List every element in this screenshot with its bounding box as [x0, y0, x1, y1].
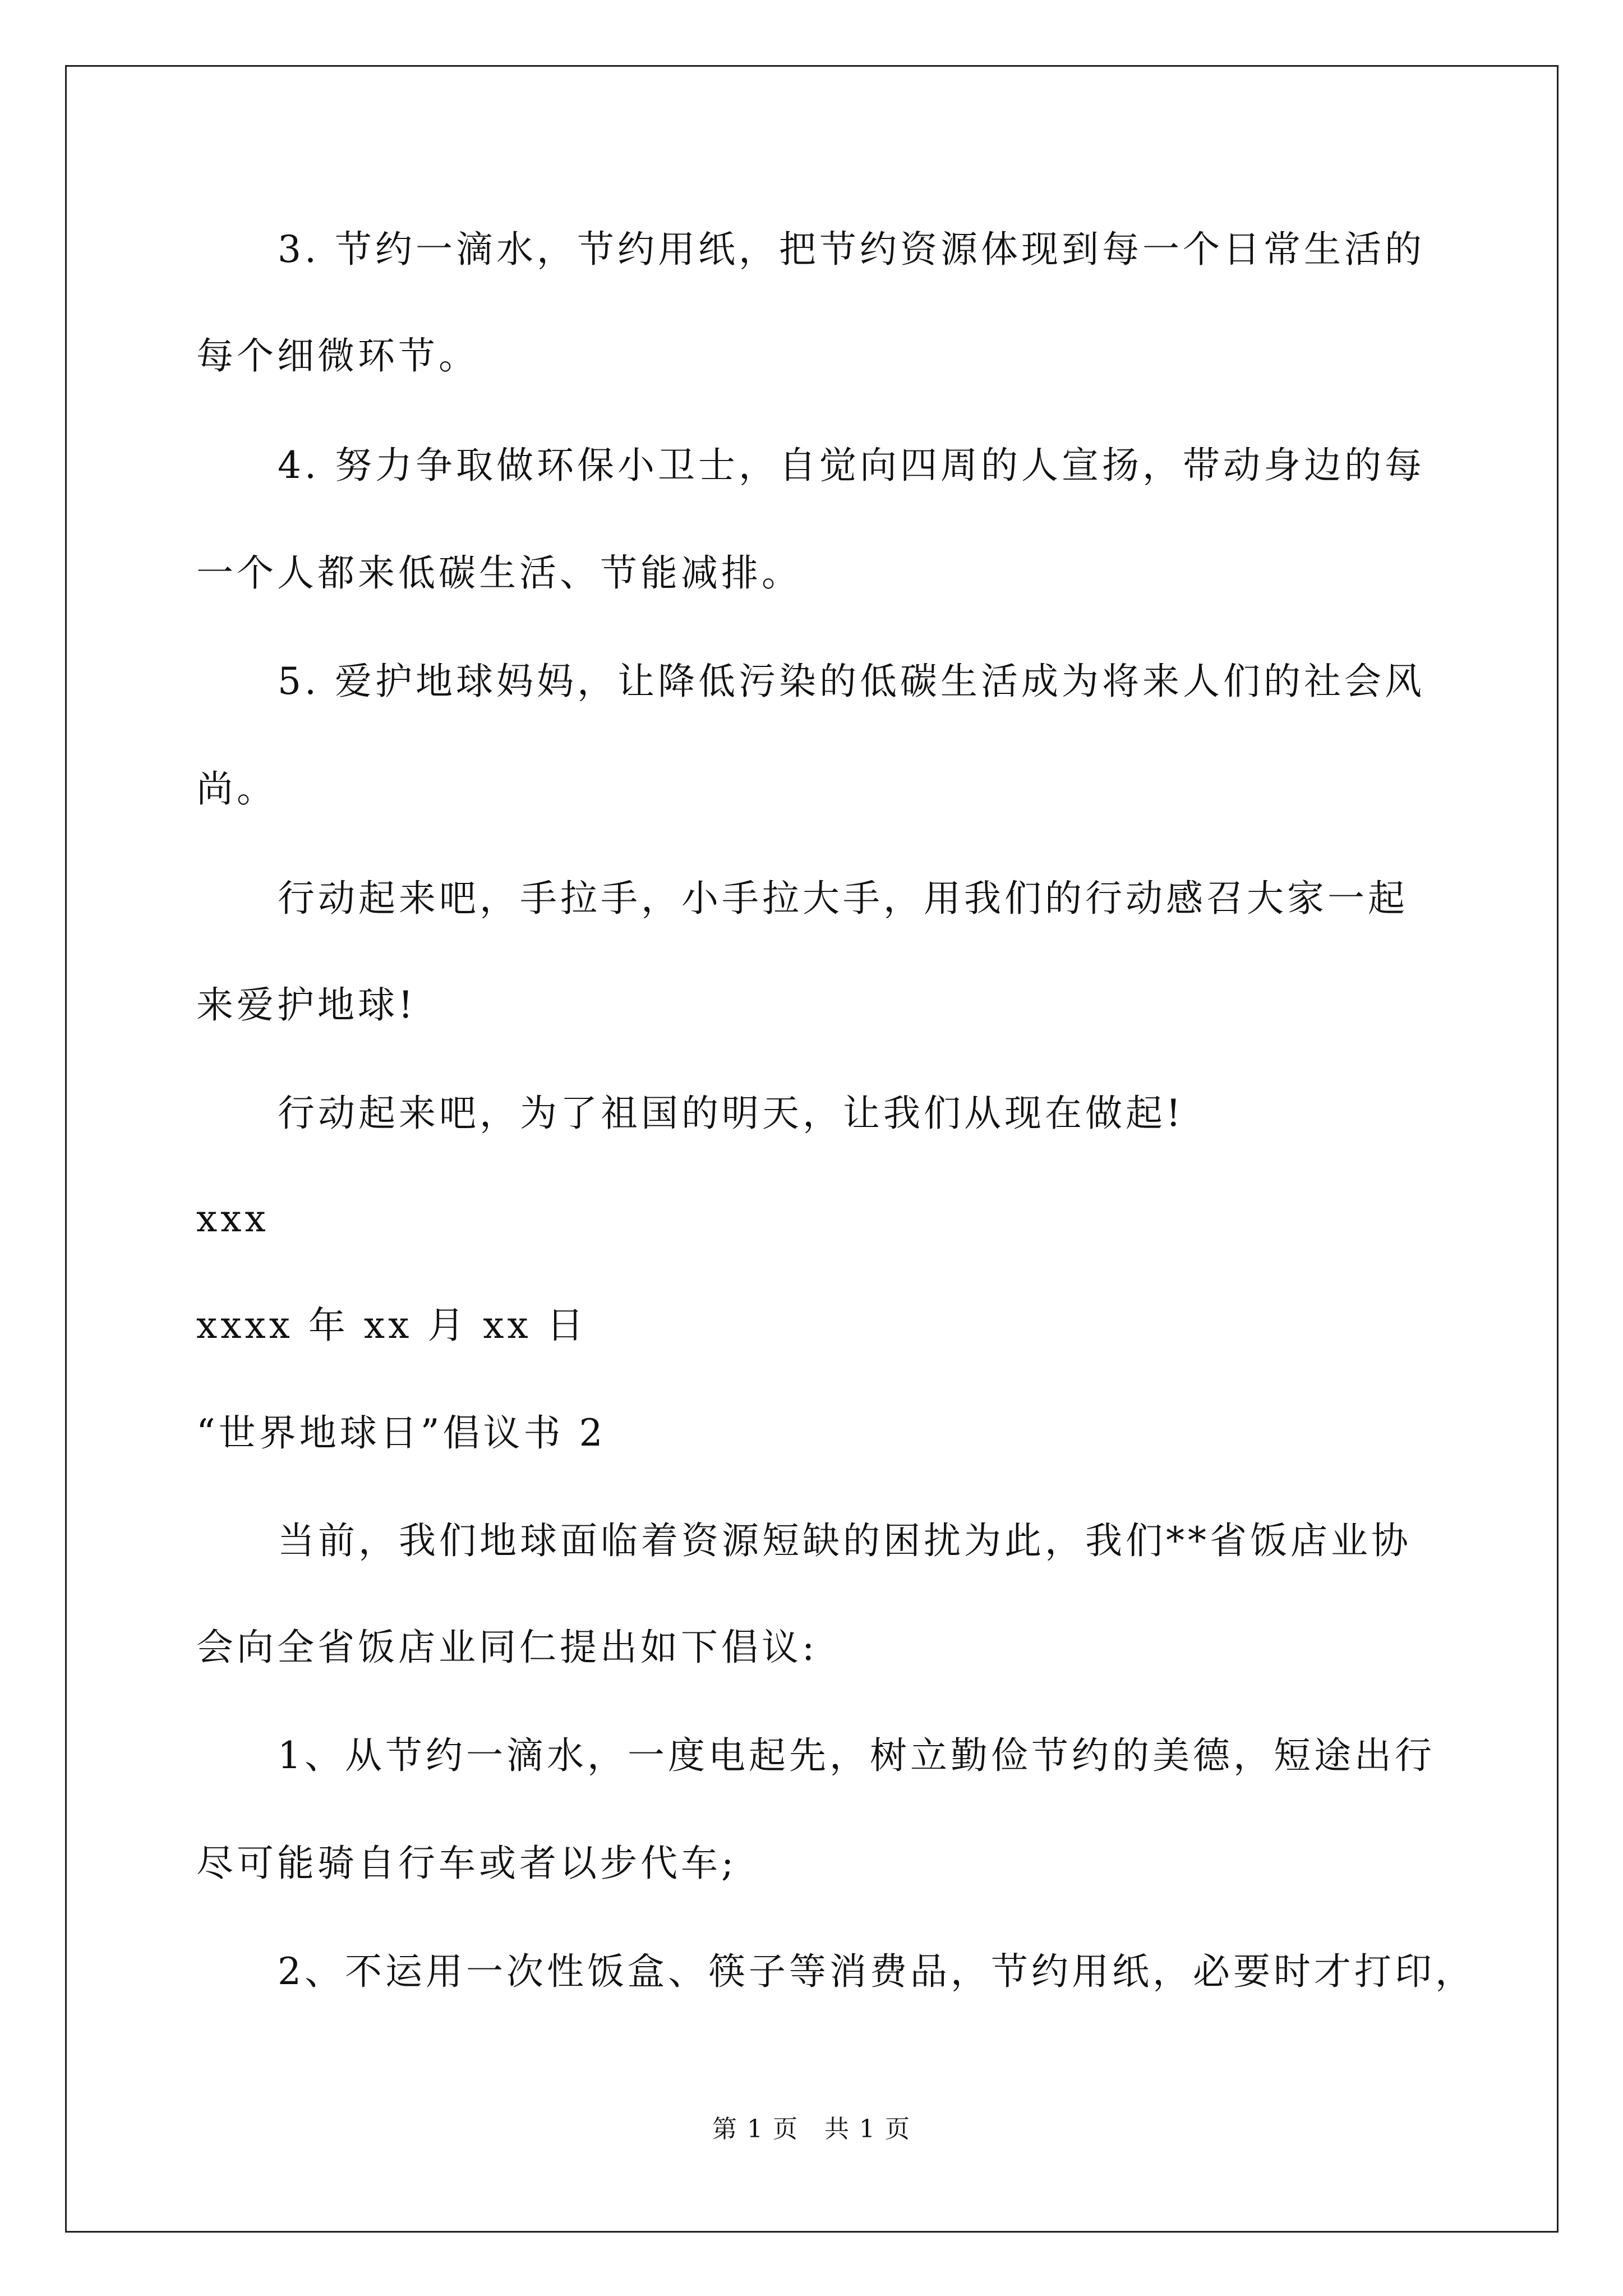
- proposal-2-line-1: 2、不运用一次性饭盒、筷子等消费品，节约用纸，必要时才打印，: [278, 1950, 1476, 1993]
- proposal-1-line-1: 1、从节约一滴水，一度电起先，树立勤俭节约的美德，短途出行: [278, 1734, 1435, 1777]
- intro-paragraph-line-2: 会向全省饭店业同仁提出如下倡议:: [196, 1626, 818, 1669]
- paragraph-4-line-2: 一个人都来低碳生活、节能减排。: [196, 551, 802, 595]
- closing-paragraph: 行动起来吧，为了祖国的明天，让我们从现在做起!: [278, 1092, 1184, 1135]
- signature: xxx: [196, 1197, 269, 1240]
- action-paragraph-line-2: 来爱护地球!: [196, 983, 417, 1027]
- paragraph-3-line-1: 3. 节约一滴水，节约用纸，把节约资源体现到每一个日常生活的: [278, 228, 1425, 271]
- paragraph-5-line-1: 5. 爱护地球妈妈，让降低污染的低碳生活成为将来人们的社会风: [278, 660, 1425, 703]
- action-paragraph-line-1: 行动起来吧，手拉手，小手拉大手，用我们的行动感召大家一起: [278, 877, 1408, 920]
- paragraph-5-line-2: 尚。: [196, 767, 277, 811]
- paragraph-4-line-1: 4. 努力争取做环保小卫士，自觉向四周的人宣扬，带动身边的每: [278, 444, 1425, 487]
- proposal-1-line-2: 尽可能骑自行车或者以步代车;: [196, 1842, 737, 1885]
- page-frame: [65, 65, 1559, 2233]
- section-title: “世界地球日”倡议书 2: [196, 1411, 606, 1455]
- page-footer: 第 1 页 共 1 页: [712, 2115, 911, 2143]
- intro-paragraph-line-1: 当前，我们地球面临着资源短缺的困扰为此，我们**省饭店业协: [278, 1519, 1412, 1562]
- paragraph-3-line-2: 每个细微环节。: [196, 334, 479, 378]
- date: xxxx 年 xx 月 xx 日: [196, 1304, 587, 1347]
